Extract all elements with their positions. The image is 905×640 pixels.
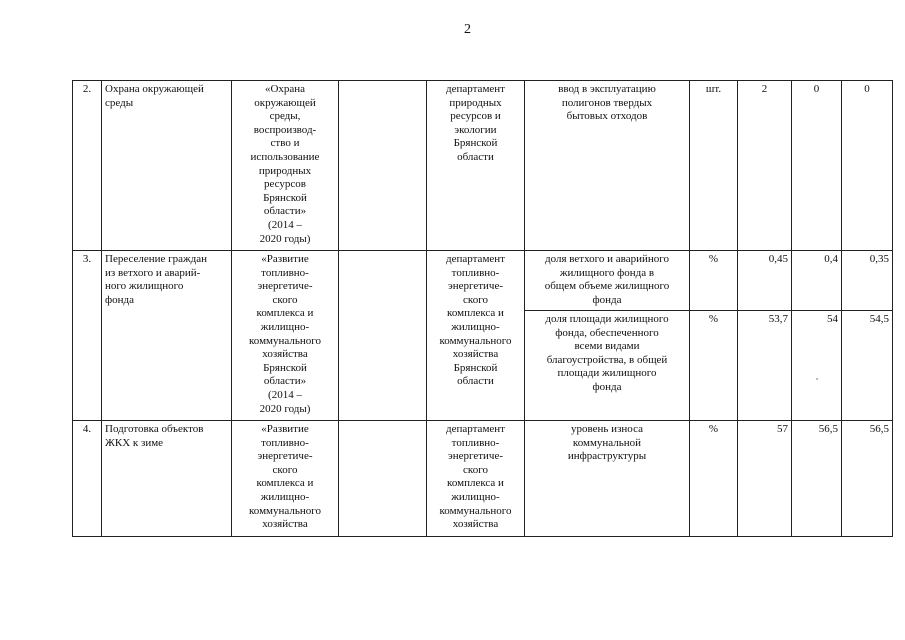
indicators-table bbox=[72, 80, 893, 537]
program-cell: «Охрана окружающей среды, воспроизвод- ство и использование природных ресурсов Брянской области» (2014 – 2020 годы) bbox=[232, 81, 339, 251]
value-cell-2: 0 bbox=[792, 81, 842, 251]
value-cell-3: 0,35 bbox=[842, 251, 893, 311]
executor-cell: департамент топливно- энергетиче- ского комплекса и жилищно- коммунального хозяйства bbox=[427, 421, 525, 537]
value-cell-2: 56,5 bbox=[792, 421, 842, 537]
direction-cell: Переселение граждан из ветхого и аварий- ного жилищного фонда bbox=[102, 251, 232, 421]
value-cell-2: 0,4 bbox=[792, 251, 842, 311]
row-number: 4. bbox=[73, 421, 102, 537]
indicator-name-cell: доля ветхого и аварийного жилищного фонда в общем объеме жилищного фонда bbox=[525, 251, 690, 311]
value-cell-2: 54 bbox=[792, 311, 842, 421]
value-cell-1: 57 bbox=[738, 421, 792, 537]
executor-cell: департамент топливно- энергетиче- ского комплекса и жилищно- коммунального хозяйства Брянской области bbox=[427, 251, 525, 421]
value-cell-1: 0,45 bbox=[738, 251, 792, 311]
table-row bbox=[73, 421, 893, 537]
value-cell-1: 53,7 bbox=[738, 311, 792, 421]
unit-cell: % bbox=[690, 251, 738, 311]
direction-cell: Подготовка объектов ЖКХ к зиме bbox=[102, 421, 232, 537]
row-number: 2. bbox=[73, 81, 102, 251]
unit-cell: шт. bbox=[690, 81, 738, 251]
value-cell-1: 2 bbox=[738, 81, 792, 251]
page-number: 2 bbox=[464, 22, 471, 37]
unit-cell: % bbox=[690, 311, 738, 421]
direction-cell: Охрана окружающей среды bbox=[102, 81, 232, 251]
program-cell: «Развитие топливно- энергетиче- ского комплекса и жилищно- коммунального хозяйства bbox=[232, 421, 339, 537]
value-cell-3: 0 bbox=[842, 81, 893, 251]
row-number: 3. bbox=[73, 251, 102, 421]
program-cell: «Развитие топливно- энергетиче- ского комплекса и жилищно- коммунального хозяйства Брянской области» (2014 – 2020 годы) bbox=[232, 251, 339, 421]
empty-cell bbox=[339, 251, 427, 421]
indicator-name-cell: ввод в эксплуатацию полигонов твердых бытовых отходов bbox=[525, 81, 690, 251]
empty-cell bbox=[339, 421, 427, 537]
executor-cell: департамент природных ресурсов и экологии Брянской области bbox=[427, 81, 525, 251]
empty-cell bbox=[339, 81, 427, 251]
table-row bbox=[73, 251, 893, 311]
indicator-name-cell: уровень износа коммунальной инфраструктуры bbox=[525, 421, 690, 537]
indicator-name-cell: доля площади жилищного фонда, обеспеченного всеми видами благоустройства, в общей площади жилищного фонда bbox=[525, 311, 690, 421]
value-cell-3: 54,5 bbox=[842, 311, 893, 421]
scan-speck bbox=[816, 378, 818, 380]
unit-cell: % bbox=[690, 421, 738, 537]
table-row bbox=[73, 81, 893, 251]
value-cell-3: 56,5 bbox=[842, 421, 893, 537]
